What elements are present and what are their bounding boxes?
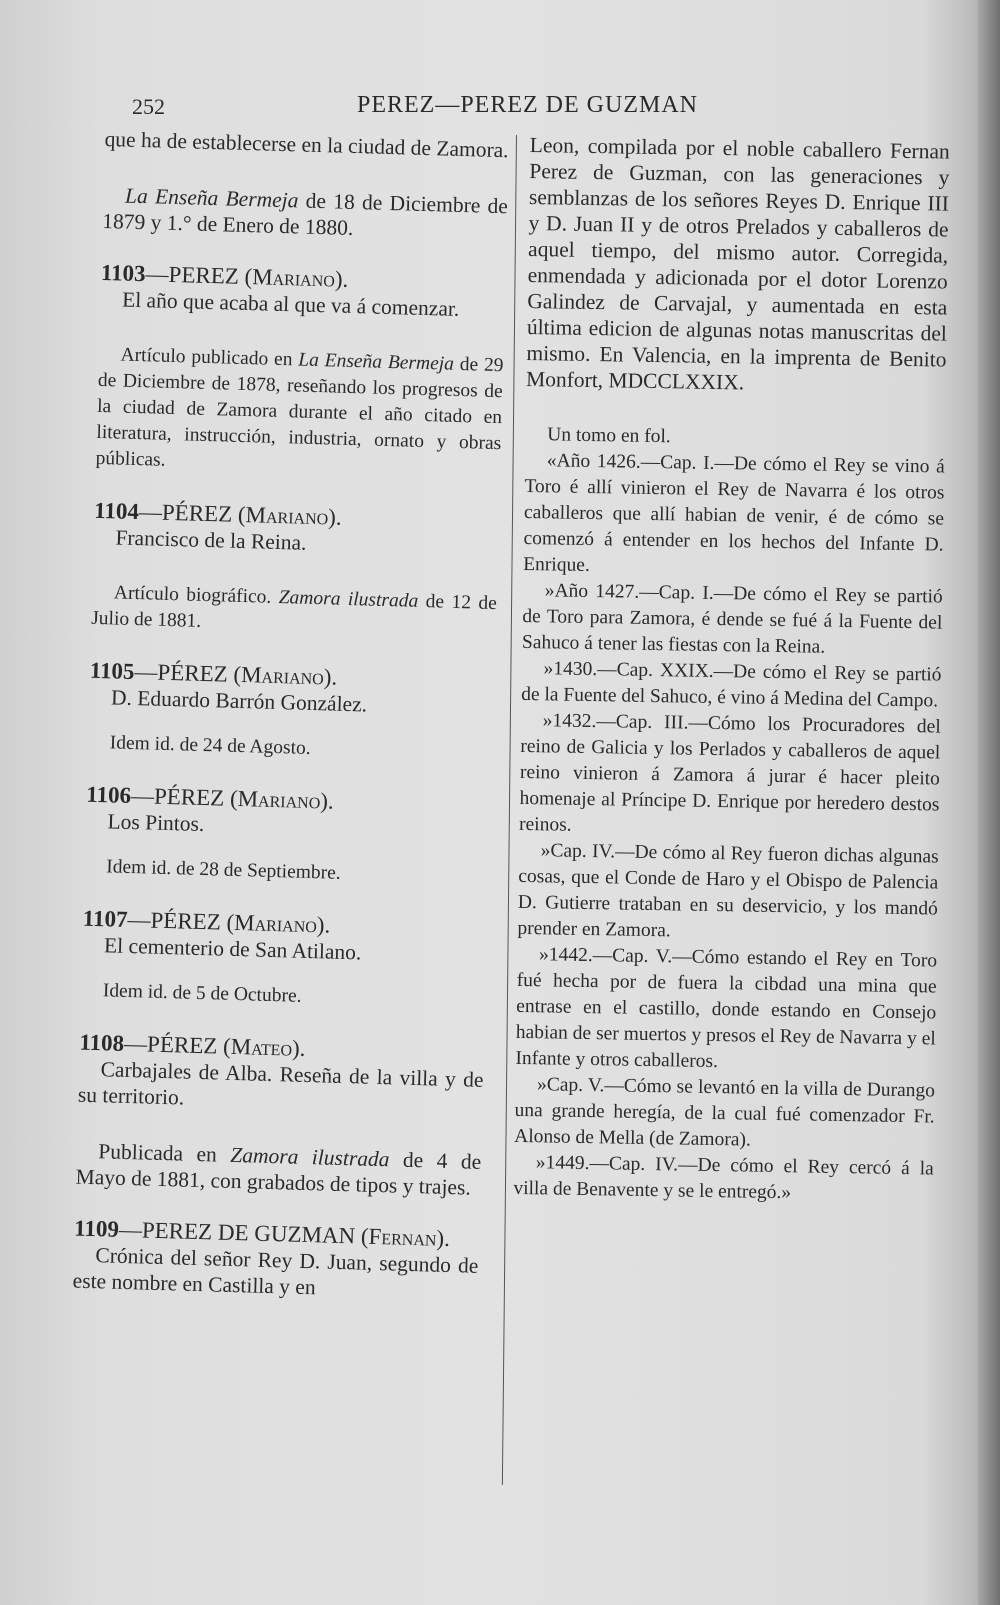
right-column [513,132,950,1208]
entry-title: El año que acaba al que va á comenzar. [121,287,460,321]
quotation: »1432.—Cap. III.—Cómo los Procuradores del reino de Galicia y los Perlados y caballeros de aquel reino vinieron á Zamora á jurar é hacer pleito homenaje al Príncipe D. Enrique por heredero destos reinos. [518,710,941,836]
entry-note: Artículo publicado en La Enseña Bermeja de 29 de Diciembre de 1878, reseñando los progresos de la ciudad de Zamora durante el año citado en literatura, instrucción, industria, ornato y obras públicas. [95,344,504,471]
page-edge-shadow [978,0,1000,1605]
quotation: »Cap. IV.—De cómo al Rey fueron dichas algunas cosas, que el Conde de Haro y el Obispo de Palencia D. Gutierre trataban en su deservicio, y los mandó prender en Zamora. [517,840,939,942]
quotation: »1449.—Cap. IV.—De cómo el Rey cercó á la villa de Benavente y se le entregó.» [513,1152,934,1204]
quotation: »1442.—Cap. V.—Cómo estando el Rey en Toro fué hecha por de fuera la cibdad una mina que entrase en el castillo, donde estando en Consejo habian de ser muertos y presos el Rey de Navarra y el Infante y otros caballeros. [515,944,938,1073]
entry-title: D. Eduardo Barrón González. [110,685,368,717]
entry-title: Los Pintos. [107,809,205,837]
entry-note: Publicada en Zamora ilustrada de 4 de Mayo de 1881, con grabados de tipos y trajes. [75,1139,482,1200]
entry-note: Idem id. de 5 de Octubre. [102,980,302,1007]
page-number: 252 [132,94,165,119]
entry-heading-1106: 1106—PÉREZ (Mariano). [85,781,335,814]
entry-title: El cementerio de San Atilano. [103,933,362,965]
entry-heading-1104: 1104—PÉREZ (Mariano). [93,497,343,530]
entry-heading-1107: 1107—PÉREZ (Mariano). [82,905,331,938]
quotation: »Cap. V.—Cómo se levantó en la villa de Durango una grande heregía, de la cual fué comenzador Fr. Alonso de Mella (de Zamora). [514,1074,936,1151]
entry-note: Idem id. de 24 de Agosto. [109,732,311,759]
quotation: «Año 1426.—Cap. I.—De cómo el Rey se vino á Toro é allí vinieron el Rey de Navarra é los otros caballeros que allí habian de venir, é de cómo se comenzó á entender en los hechos del Infante D. Enrique. [523,450,945,576]
source-title: La Enseña Bermeja [124,183,299,213]
entry-heading-1105: 1105—PÉREZ (Mariano). [89,657,338,690]
running-head: PEREZ—PEREZ DE GUZMAN [357,92,698,118]
quotation: »Año 1427.—Cap. I.—De cómo el Rey se partió de Toro para Zamora, é dende se fué á la Fuente del Sahuco á tener las fiestas con la Reina. [521,580,943,658]
entry-heading-1103: 1103—PEREZ (Mariano). [100,259,349,292]
entry-heading-1109: 1109—PEREZ DE GUZMAN (Fernan). [73,1215,451,1252]
entry-note: Artículo biográfico. Zamora ilustrada de 12 de Julio de 1881. [90,582,498,632]
entry-note: Idem id. de 28 de Septiembre. [106,856,342,884]
page-header [132,92,712,132]
paragraph: que ha de establecerse en la ciudad de Zamora. [104,126,509,163]
entry-heading-1108: 1108—PÉREZ (Mateo). [79,1029,306,1061]
paragraph: Leon, compilada por el noble caballero Fernan Perez de Guzman, con las generaciones y semblanzas de los señores Reyes D. Enrique III y D. Juan II y de otros Prelados y caballeros de aquel tiempo, del mismo autor. Corregida, enmendada y adicionada por el dotor Lorenzo Galindez de Carvajal, y aumentada en esta última edicion de algunas notas manuscritas del mismo. En Valencia, en la imprenta de Benito Monfort, MDCCLXXIX. [525,132,950,395]
left-column [72,126,509,1305]
entry-title: Francisco de la Reina. [115,525,307,555]
entry-title: Crónica del señor Rey D. Juan, segundo de este nombre en Castilla y en [72,1243,479,1300]
paragraph: Un tomo en fol. [547,424,671,448]
citation: La Enseña Bermeja de 18 de Diciembre de 1879 y 1.° de Enero de 1880. [102,183,509,240]
quotation: »1430.—Cap. XXIX.—De cómo el Rey se partió de la Fuente del Sahuco, é vino á Medina del Campo. [520,658,942,712]
entry-title: Carbajales de Alba. Reseña de la villa y de su territorio. [77,1057,484,1110]
